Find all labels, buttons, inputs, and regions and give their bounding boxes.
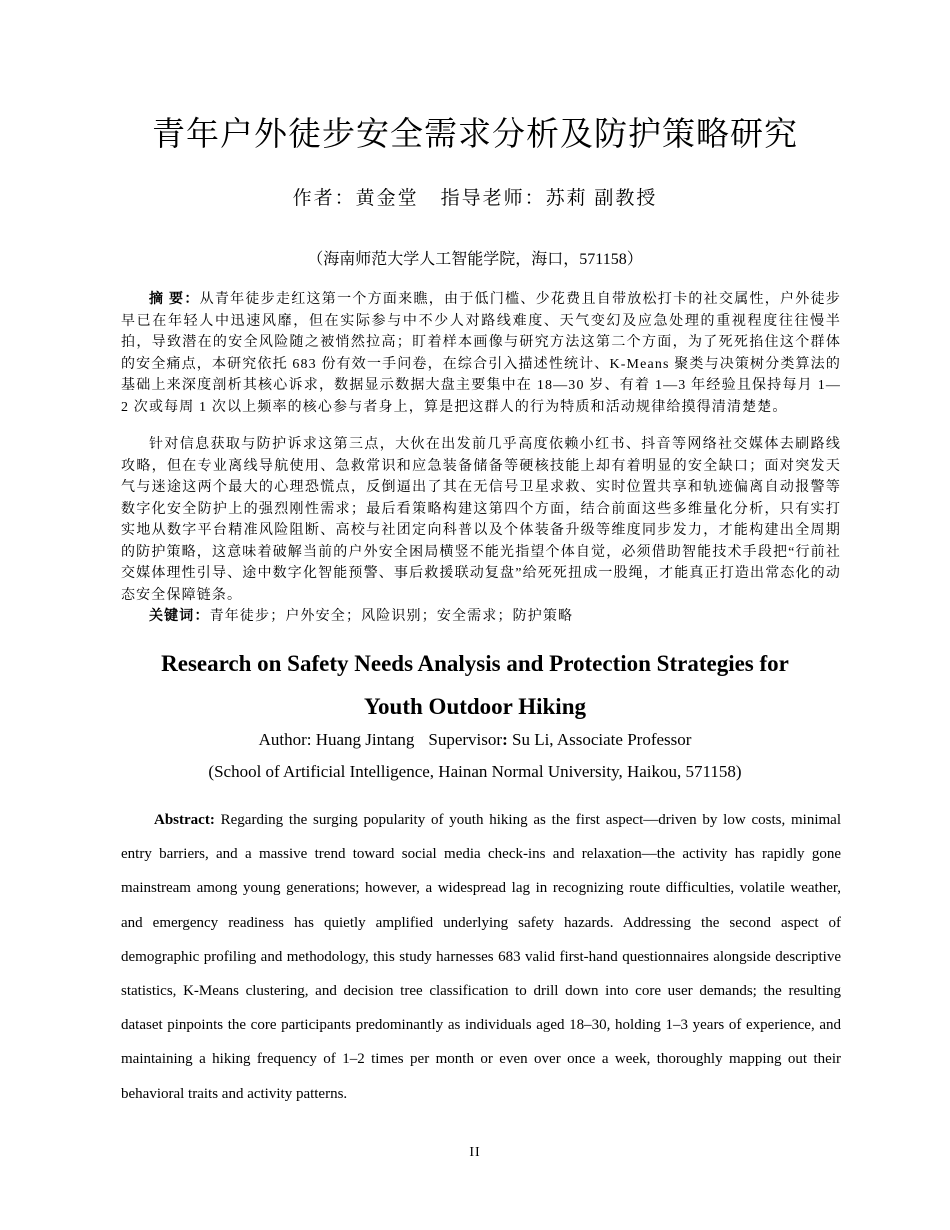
english-author: Author: Huang Jintang — [258, 730, 415, 749]
chinese-keywords-label: 关键词： — [149, 609, 210, 624]
english-supervisor-key: Supervisor — [428, 730, 503, 749]
chinese-affiliation: （海南师范大学人工智能学院，海口，571158） — [307, 251, 643, 268]
chinese-keywords-text: 青年徒步；户外安全；风险识别；安全需求；防护策略 — [209, 609, 574, 624]
chinese-abstract-label: 摘 要： — [149, 292, 200, 307]
chinese-abstract-text-1: 从青年徒步走红这第一个方面来瞧，由于低门槛、少花费且自带放松打卡的社交属性，户外徒步早已在年轻人中迅速风靡，但在实际参与中不少人对路线难度、天气变幻及应急处理的重视程度往往慢半拍，导致潜在的安全风险随之被悄然拉高；盯着样本画像与研究方法这第二个方面，为了死死掐住这个群体的安全痛点，本研究依托 683 份有效一手问卷，在综合引入描述性统计、K-Means 聚类与决策树分类算法的基础上来深度剖析其核心诉求，数据显示数据大盘主要集中在 18—30 岁、有着 1—3 年经验且保持每月 1—2 次或每周 1 次以上频率的核心参与者身上，算是把这群人的行为特质和活动规律给摸得清清楚楚。 — [121, 292, 841, 415]
chinese-keywords — [121, 606, 841, 628]
chinese-supervisor: 指导老师：苏莉 副教授 — [440, 188, 658, 209]
page-number: II — [469, 1145, 481, 1160]
english-abstract-text: Regarding the surging popularity of youth hiking as the first aspect—driven by low costs, minimal entry barriers, and a massive trend toward social media check-ins and relaxation—the activity has rapidly gone mainstream among young generations; however, a widespread lag in recognizing route difficulties, volatile weather, and emergency readiness has quietly amplified underlying safety hazards. Addressing the second aspect of demographic profiling and methodology, this study harnesses 683 valid first-hand questionnaires alongside descriptive statistics, K-Means clustering, and decision tree classification to drill down into core user demands; the resulting dataset pinpoints the core participants predominantly as individuals aged 18–30, holding 1–3 years of experience, and maintaining a hiking frequency of 1–2 times per month or even over once a week, thoroughly mapping out their behavioral traits and activity patterns. — [121, 812, 841, 1102]
chinese-abstract-paragraph-1 — [121, 289, 841, 418]
chinese-abstract-paragraph-2: 针对信息获取与防护诉求这第三点，大伙在出发前几乎高度依赖小红书、抖音等网络社交媒体去刷路线攻略，但在专业离线导航使用、急救常识和应急装备储备等硬核技能上却有着明显的安全缺口；面对突发天气与迷途这两个最大的心理恐慌点，反倒逼出了其在无信号卫星求救、实时位置共享和轨迹偏离自动报警等数字化安全防护上的强烈刚性需求；最后看策略构建这第四个方面，结合前面这些多维量化分析，只有实打实地从数字平台精准风险阻断、高校与社团定向科普以及个体装备升级等维度同步发力，才能构建出全周期的防护策略，这意味着破解当前的户外安全困局横竖不能光指望个体自觉，必须借助智能技术手段把“行前社交媒体理性引导、途中数字化智能预警、事后救援联动复盘”给死死扭成一股绳，才能真正打造出常态化的动态安全保障链条。 — [121, 437, 841, 603]
english-title — [0, 642, 950, 728]
english-affiliation: (School of Artificial Intelligence, Hainan Normal University, Haikou, 571158) — [208, 762, 742, 781]
english-title-line-1: Research on Safety Needs Analysis and Protection Strategies for — [161, 651, 789, 676]
english-abstract — [121, 803, 841, 1111]
chinese-title: 青年户外徒步安全需求分析及防护策略研究 — [152, 114, 798, 153]
english-supervisor-value: Su Li, Associate Professor — [507, 730, 692, 749]
english-supervisor-colon: : — [502, 730, 508, 749]
chinese-authors — [0, 183, 950, 210]
chinese-author: 作者：黄金堂 — [292, 188, 419, 209]
english-authors — [0, 730, 950, 750]
english-title-line-2: Youth Outdoor Hiking — [364, 694, 586, 719]
english-abstract-label: Abstract: — [154, 812, 215, 828]
